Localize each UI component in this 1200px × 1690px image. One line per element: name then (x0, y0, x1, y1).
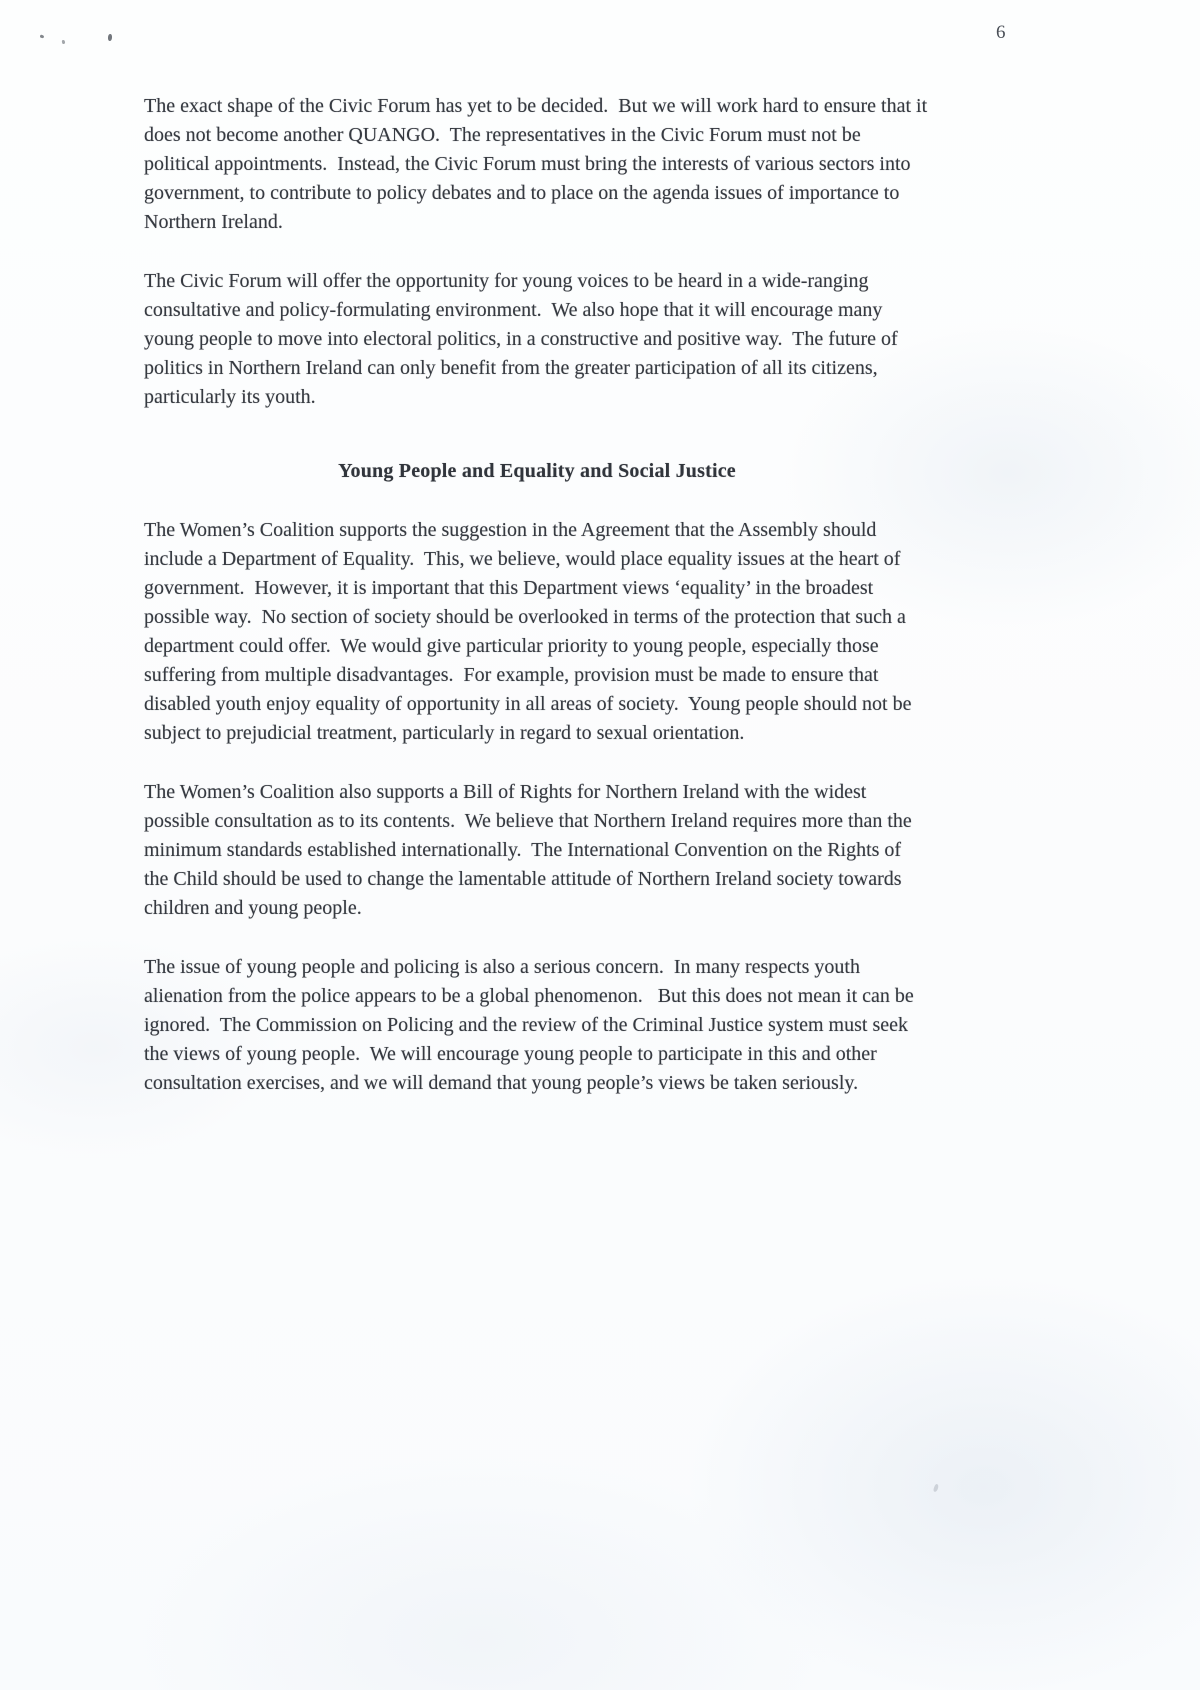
scan-speck (40, 35, 45, 39)
paragraph-department-of-equality: The Women’s Coalition supports the suggestion in the Agreement that the Assembly should include a Department of Equality. This, we believe, would place equality issues at the heart of government. However, it is important that this Department views ‘equality’ in the broadest possible way. No section of society should be overlooked in terms of the protection that such a department could offer. We would give particular priority to young people, especially those suffering from multiple disadvantages. For example, provision must be made to ensure that disabled youth enjoy equality of opportunity in all areas of society. Young people should not be subject to prejudicial treatment, particularly in regard to sexual orientation. (144, 519, 917, 744)
scan-speck (108, 34, 112, 41)
paragraph-bill-of-rights: The Women’s Coalition also supports a Bill of Rights for Northern Ireland with the widest possible consultation as to its contents. We believe that Northern Ireland requires more than the minimum standards established internationally. The International Convention on the Rights of the Child should be used to change the lamentable attitude of Northern Ireland society towards children and young people. (144, 781, 917, 919)
page-number: 6 (996, 22, 1006, 43)
paragraph-policing: The issue of young people and policing is also a serious concern. In many respects youth alienation from the police appears to be a global phenomenon. But this does not mean it can be ignored. The Commission on Policing and the review of the Criminal Justice system must seek the views of young people. We will encourage young people to participate in this and other consultation exercises, and we will demand that young people’s views be taken seriously. (144, 956, 919, 1094)
scan-speck (933, 1484, 940, 1493)
section-heading: Young People and Equality and Social Justice (338, 460, 736, 482)
scan-speck (62, 40, 66, 44)
paragraph-civic-forum-opportunity: The Civic Forum will offer the opportunity for young voices to be heard in a wide-ranging consultative and policy-formulating environment. We also hope that it will encourage many young people to move into electoral politics, in a constructive and positive way. The future of politics in Northern Ireland can only benefit from the greater participation of all its citizens, particularly its youth. (144, 270, 903, 408)
paragraph-civic-forum-shape: The exact shape of the Civic Forum has yet to be decided. But we will work hard to ensure that it does not become another QUANGO. The representatives in the Civic Forum must not be political appointments. Instead, the Civic Forum must bring the interests of various sectors into government, to contribute to policy debates and to place on the agenda issues of importance to Northern Ireland. (144, 95, 933, 233)
document-body (144, 92, 933, 1128)
